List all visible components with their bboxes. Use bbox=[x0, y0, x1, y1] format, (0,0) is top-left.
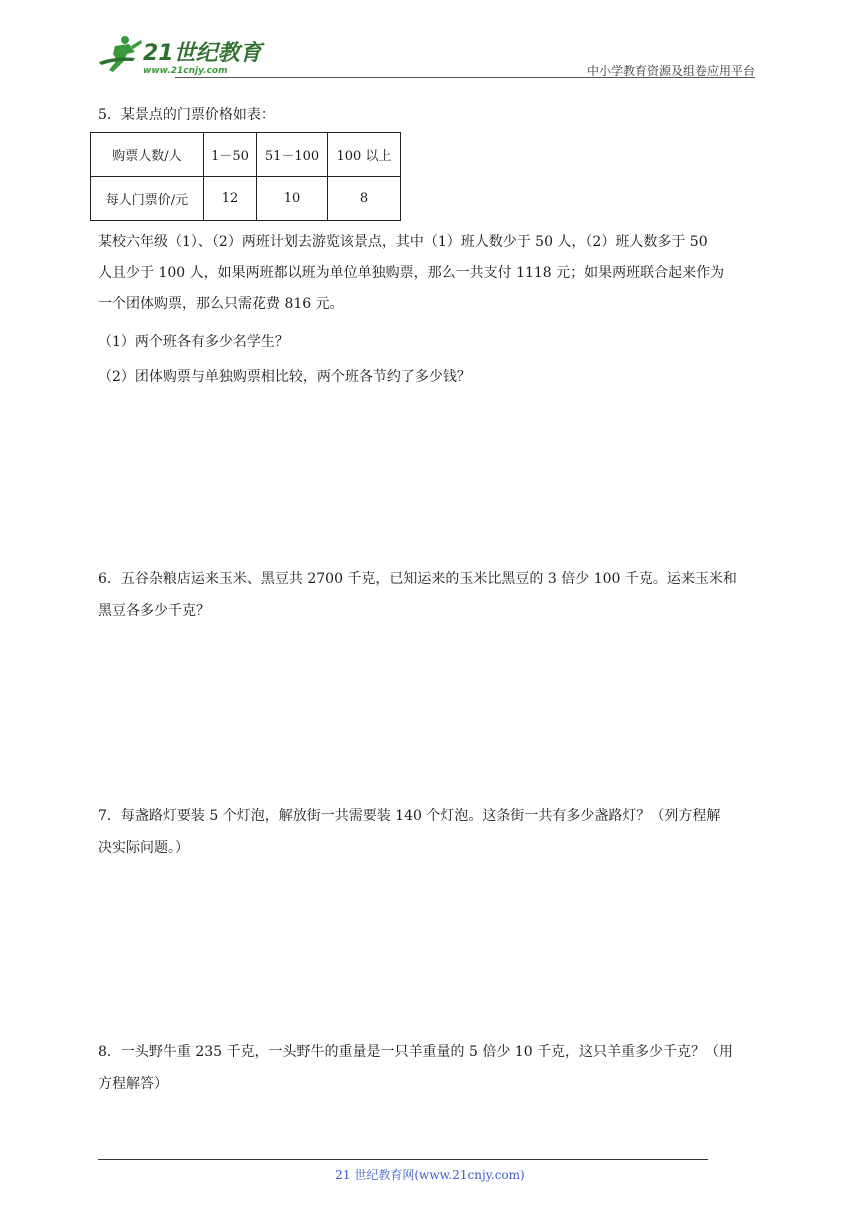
q6-line-2: 黑豆各多少千克？ bbox=[98, 603, 210, 619]
platform-name: 中小学教育资源及组卷应用平台 bbox=[586, 64, 755, 78]
q8-line-1: 8．一头野牛重 235 千克，一头野牛的重量是一只羊重量的 5 倍少 10 千克，这只羊重多少千克？（用 bbox=[98, 1044, 734, 1060]
footer-text: 21 世纪教育网(www.21cnjy.com) bbox=[335, 1168, 525, 1182]
brand-url: www.21cnjy.com bbox=[143, 66, 228, 76]
table-row bbox=[91, 133, 401, 177]
table-cell: 购票人数/人 bbox=[91, 133, 204, 177]
q5-sub-2: （2）团体购票与单独购票相比较，两个班各节约了多少钱？ bbox=[98, 369, 471, 385]
table-cell: 1－50 bbox=[204, 133, 257, 177]
q5-sub-1: （1）两个班各有多少名学生？ bbox=[98, 334, 289, 350]
table-cell: 每人门票价/元 bbox=[91, 177, 204, 221]
table-cell: 10 bbox=[257, 177, 328, 221]
table-cell: 100 以上 bbox=[328, 133, 401, 177]
brand-logo bbox=[95, 32, 265, 78]
q7-line-1: 7．每盏路灯要装 5 个灯泡，解放街一共需要装 140 个灯泡。这条街一共有多少盏路灯？（列方程解 bbox=[98, 808, 721, 824]
footer-divider bbox=[98, 1159, 708, 1160]
page-header bbox=[95, 32, 755, 78]
table-cell: 51－100 bbox=[257, 133, 328, 177]
brand-text: 21世纪教育 bbox=[143, 41, 262, 66]
q6-line-1: 6．五谷杂粮店运来玉米、黑豆共 2700 千克，已知运来的玉米比黑豆的 3 倍少 100 千克。运来玉米和 bbox=[98, 571, 737, 587]
header-divider bbox=[175, 77, 755, 78]
q5-intro: 5．某景点的门票价格如表： bbox=[98, 107, 275, 123]
q7-line-2: 决实际问题。） bbox=[98, 840, 189, 856]
q5-line-1: 某校六年级（1）、（2）两班计划去游览该景点，其中（1）班人数少于 50 人，（2）班人数多于 50 bbox=[98, 234, 708, 250]
q5-line-3: 一个团体购票，那么只需花费 816 元。 bbox=[98, 296, 344, 312]
table-cell: 12 bbox=[204, 177, 257, 221]
ticket-price-table bbox=[90, 132, 401, 221]
q8-line-2: 方程解答） bbox=[98, 1076, 168, 1092]
table-row bbox=[91, 177, 401, 221]
q5-line-2: 人且少于 100 人，如果两班都以班为单位单独购票，那么一共支付 1118 元；如果两班联合起来作为 bbox=[98, 265, 725, 281]
table-cell: 8 bbox=[328, 177, 401, 221]
